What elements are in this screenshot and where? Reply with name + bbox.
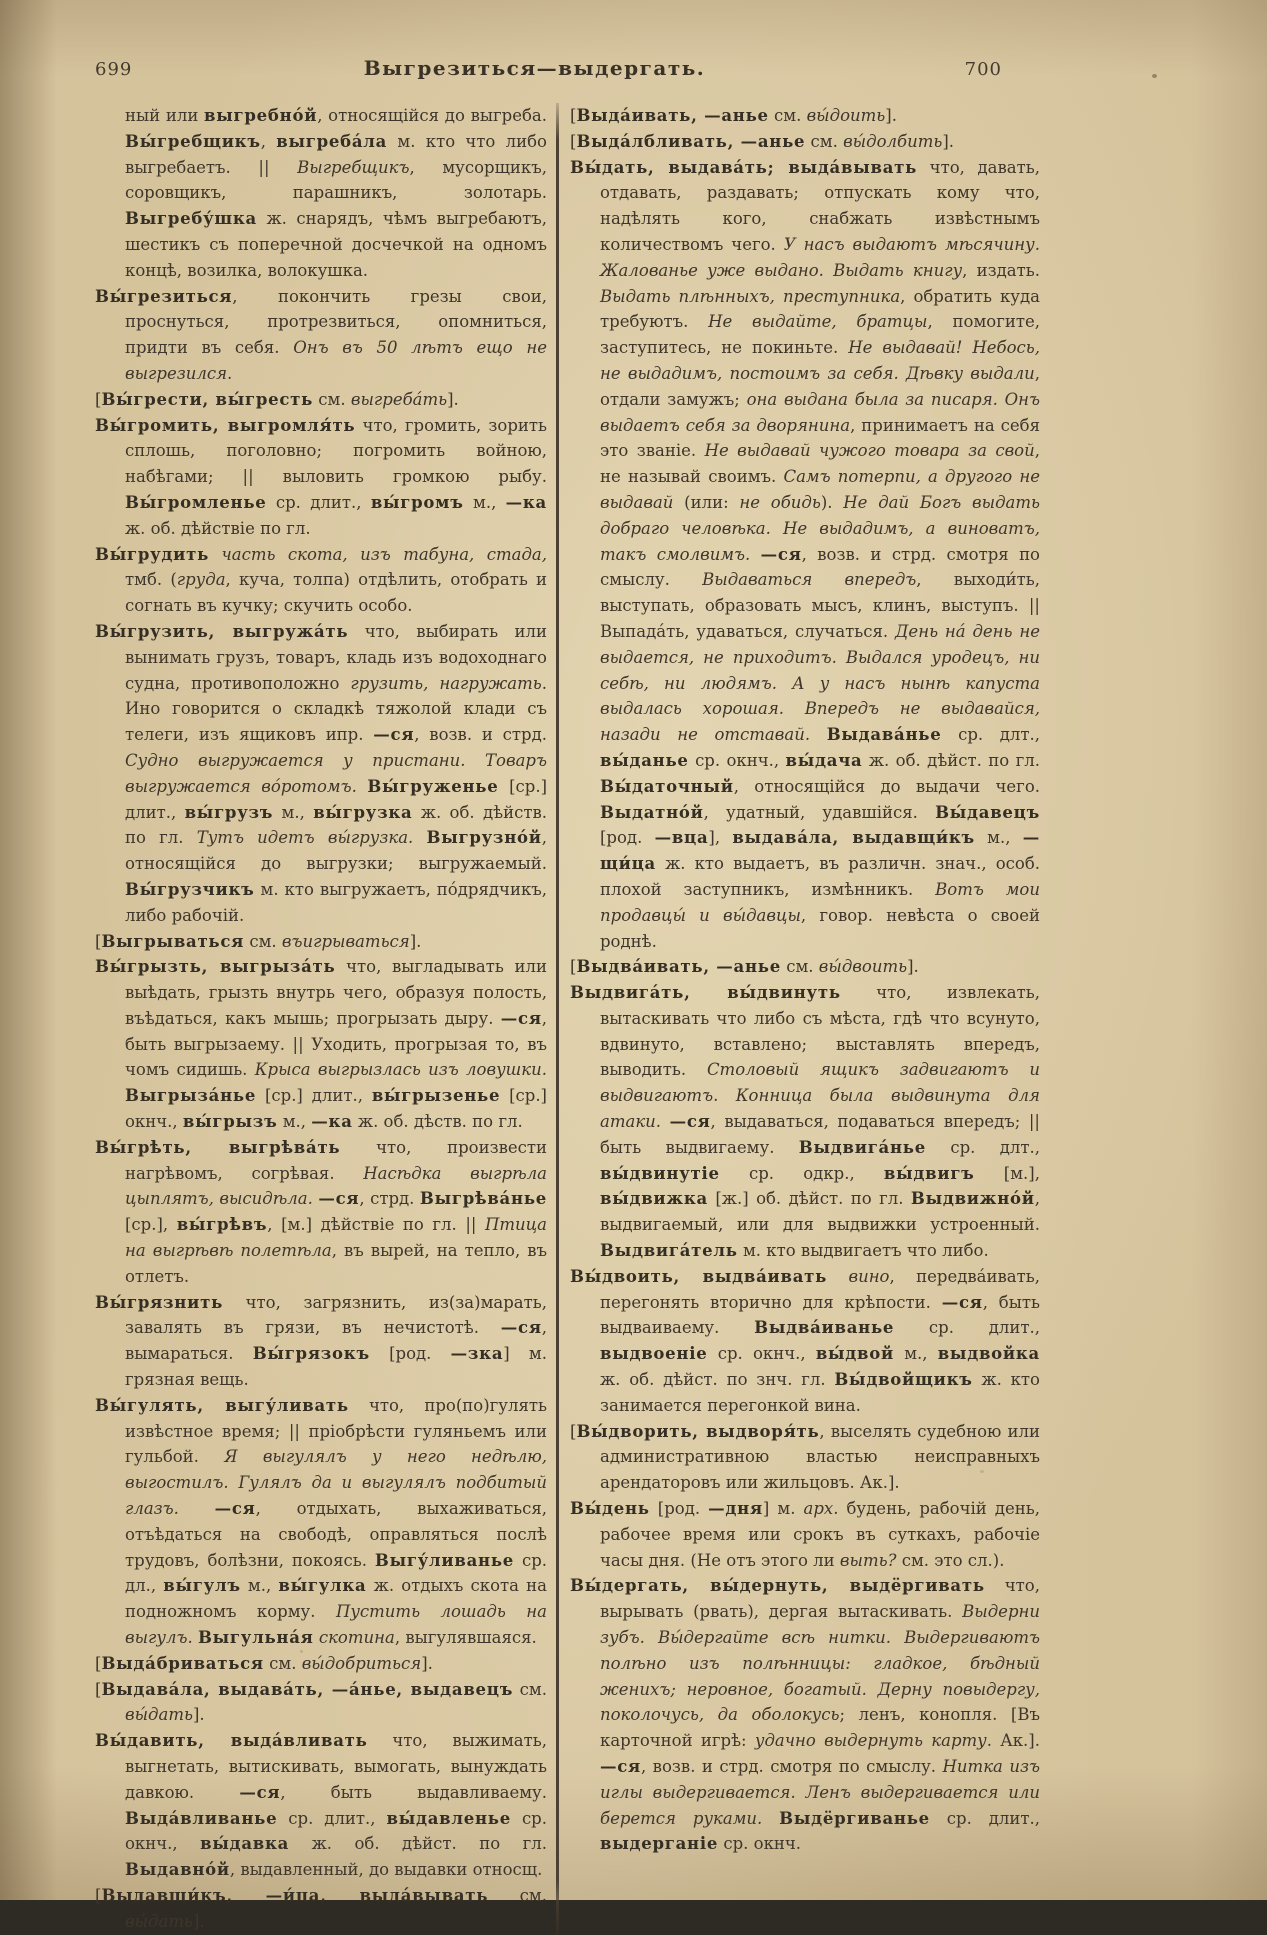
- entry-body-text: , выселять судебною или административною властью неисправныхъ арендаторовъ или жильцовъ. Ак.].: [600, 1421, 1040, 1493]
- entry-headword: Выдавáнье: [826, 725, 942, 745]
- entry-body-text: ж. об. дѣйст. по гл.: [862, 750, 1040, 770]
- entry-body-text: см.: [513, 1679, 547, 1699]
- entry-body-text: [: [95, 1885, 102, 1905]
- entry-headword: Вы́день: [570, 1499, 650, 1519]
- entry-headword: Выгульнáя: [197, 1628, 314, 1648]
- entry-headword: Вы́двоить, выдвáивать: [570, 1266, 828, 1286]
- entry-headword: вы́грѣвъ: [176, 1215, 268, 1235]
- entry-example-text: Тутъ идетъ вы́грузка.: [196, 828, 427, 848]
- entry-example-text: вы́долбить: [843, 131, 943, 151]
- entry-body-text: ж. об. дѣйст. по гл.: [289, 1834, 547, 1854]
- entry-body-text: что, давать, отдавать, раздавать; отпускать кому что, надѣлять кого, снабжать извѣстнымъ количествомъ чего.: [600, 157, 1041, 254]
- entry-body-text: , куча, толпа) отдѣлить, отобрать и согнать въ кучку; скучить особо.: [125, 570, 547, 616]
- entry-example-text: Самъ потерпи, а другого не выдавай: [600, 467, 1041, 512]
- entry-body-text: , возв. и стрд. смотря по смыслу.: [600, 544, 1040, 590]
- column-left: [95, 103, 547, 1935]
- entry-headword: Выдавнóй: [125, 1860, 230, 1880]
- entry-headword: Выдвижнóй: [910, 1189, 1035, 1209]
- entry-headword: —зка: [450, 1344, 504, 1364]
- entry-body-text: м.,: [893, 1344, 938, 1364]
- entry-headword: вы́двигъ: [883, 1163, 975, 1183]
- entry-headword: выгребнóй: [204, 106, 318, 125]
- entry-body-text: м. кто выдвигаетъ что либо.: [737, 1241, 989, 1261]
- entry-headword: вы́грызенье: [371, 1086, 501, 1106]
- entry-body-text: ,: [260, 131, 277, 151]
- ink-speck: [1152, 74, 1157, 78]
- dictionary-entry: [95, 103, 547, 284]
- entry-body-text: см.: [780, 957, 819, 977]
- entry-body-text: см.: [263, 1653, 302, 1673]
- entry-headword: выдавáла, выдавщи́къ: [732, 828, 975, 848]
- entry-body-text: , относящійся до выдачи чего.: [733, 776, 1040, 796]
- entry-example-text: Вотъ мои продавцы́ и вы́давцы: [600, 879, 1040, 925]
- entry-body-text: , покончить грезы свои, проснуться, протрезвиться, опомниться, придти въ себя.: [125, 286, 547, 358]
- entry-headword: Вы́грызть, выгрызáть: [95, 957, 336, 977]
- dictionary-entry: [570, 103, 1040, 129]
- entry-example-text: вы́дать: [125, 1911, 193, 1931]
- running-title: Выгрезиться—выдергать.: [363, 56, 706, 80]
- entry-headword: —ка: [505, 492, 547, 512]
- entry-body-text: [ж.] об. дѣйст. по гл.: [707, 1189, 911, 1209]
- entry-body-text: [м.],: [974, 1163, 1040, 1183]
- dictionary-entry: [570, 1419, 1040, 1496]
- entry-body-text: ср. длит.,: [277, 1808, 387, 1828]
- entry-body-text: [: [95, 389, 102, 409]
- entry-headword: Выдатнóй: [600, 802, 704, 822]
- entry-example-text: вы́двоить: [818, 957, 908, 977]
- dictionary-entry: [95, 1677, 547, 1729]
- entry-example-text: часть скота, изъ табуна, стада,: [209, 544, 547, 564]
- entry-body-text: , отдали замужъ;: [600, 363, 1040, 409]
- entry-body-text: , помогите, заступитесь, не покиньте.: [600, 312, 1040, 358]
- entry-body-text: см.: [313, 389, 351, 409]
- entry-body-text: ж. об. дѣйствіе по гл.: [125, 518, 311, 538]
- entry-headword: выдерганіе: [600, 1834, 719, 1854]
- entry-body-text: , относящійся до выгреба.: [317, 106, 547, 125]
- entry-headword: Вы́грузить, выгружáть: [95, 621, 349, 641]
- entry-headword: вы́данье: [600, 750, 689, 770]
- entry-headword: вы́гулъ: [163, 1576, 241, 1596]
- dictionary-entry: [570, 980, 1040, 1264]
- page-header: [95, 56, 1040, 80]
- entry-body-text: м.,: [273, 802, 314, 822]
- entry-body-text: , передвáивать, перегонять вторично для крѣпости.: [600, 1266, 1040, 1312]
- column-right: [570, 103, 1040, 1935]
- entry-headword: —ся: [941, 1292, 983, 1312]
- entry-headword: —ся: [669, 1112, 711, 1132]
- entry-example-text: Я выгулялъ у него недѣлю, выгостилъ. Гулялъ да и выгулялъ подбитый глазъ.: [125, 1447, 547, 1519]
- entry-headword: Вы́даточный: [600, 776, 734, 796]
- entry-headword: Вы́грязокъ: [252, 1344, 370, 1364]
- entry-headword: Вы́грѣть, выгрѣвáть: [95, 1137, 341, 1157]
- entry-body-text: ].: [421, 1653, 433, 1673]
- entry-headword: Выдáивать, —анье: [576, 106, 769, 125]
- entry-headword: —ся: [373, 725, 415, 745]
- entry-example-text: Не выдавай чужого товара за свой: [704, 441, 1035, 461]
- entry-body-text: , удатный, удавшійся.: [703, 802, 936, 822]
- entry-headword: —ся: [600, 1757, 641, 1776]
- entry-body-text: , издать.: [962, 260, 1040, 280]
- entry-body-text: [ср.] окнч.,: [125, 1086, 547, 1132]
- entry-body-text: ж. отдыхъ скота на подножномъ корму.: [125, 1576, 547, 1622]
- entry-headword: вы́двинутіе: [600, 1163, 720, 1183]
- entry-headword: —вца: [654, 828, 709, 848]
- entry-example-text: Не выдавай! Небось, не выдадимъ, постоимъ за себя. Дѣвку выдали: [600, 338, 1040, 383]
- entry-body-text: [: [95, 931, 102, 951]
- entry-headword: вы́движка: [600, 1189, 708, 1209]
- entry-body-text: см.: [768, 106, 807, 125]
- entry-example-text: Не выдайте, братцы: [708, 312, 928, 332]
- entry-headword: вы́двой: [815, 1344, 894, 1364]
- entry-body-text: ] м. грязная вещь.: [125, 1344, 548, 1390]
- entry-body-text: [род.: [369, 1344, 451, 1364]
- column-divider: [556, 103, 559, 1935]
- dictionary-entry: [95, 929, 547, 955]
- entry-body-text: , выгулявшаяся.: [394, 1628, 537, 1648]
- entry-body-text: , быть выдваиваему.: [600, 1292, 1040, 1338]
- entry-body-text: , выдвигаемый, или для выдвижки устроенный.: [600, 1189, 1040, 1235]
- entry-body-text: что, выгладывать или выѣдать, грызть внутрь чего, образуя полость, въѣдаться, какъ мышь; прогрызать дыру.: [125, 957, 548, 1028]
- dictionary-entry: [95, 619, 547, 929]
- entry-body-text: [ср.],: [125, 1215, 177, 1235]
- entry-headword: Выдвигáнье: [798, 1137, 926, 1157]
- dictionary-entry: [570, 1573, 1040, 1857]
- entry-headword: вы́давленье: [386, 1808, 511, 1828]
- entry-body-text: ].: [885, 106, 897, 125]
- entry-headword: —щи́ца: [600, 828, 1040, 874]
- entry-body-text: , выдаваться, подаваться впередъ; || быть выдвигаему.: [600, 1112, 1040, 1157]
- entry-headword: Вы́давецъ: [935, 802, 1040, 822]
- entry-body-text: [: [570, 131, 577, 151]
- entry-headword: вы́громъ: [370, 492, 464, 512]
- entry-body-text: , стрд.: [359, 1189, 420, 1209]
- entry-example-text: Нитка изъ иглы выдергивается. Ленъ выдергивается или берется руками.: [600, 1757, 1040, 1828]
- dictionary-entry: [95, 1728, 547, 1883]
- entry-body-text: что, громить, зорить сплошь, поголовно; погромить войною, набѣгами; || выловить громкою рыбу.: [125, 415, 547, 487]
- entry-body-text: , обратить куда требуютъ.: [600, 286, 1040, 332]
- entry-example-text: вы́дать: [125, 1705, 193, 1725]
- entry-body-text: [: [570, 1421, 577, 1441]
- entry-body-text: что, загрязнить, из(за)марать, завалять въ грязи, въ нечистотѣ.: [125, 1292, 547, 1338]
- entry-body-text: м. кто выгружаетъ, пóдрядчикъ, либо рабочій.: [125, 879, 547, 925]
- entry-body-text: , мусорщикъ, соровщикъ, парашникъ, золотарь.: [125, 157, 547, 203]
- entry-body-text: , выходи́ть, выступать, образовать мысъ, клинъ, выступъ. || Выпадáть, удаваться, случаться.: [600, 570, 1040, 641]
- entry-body-text: , говор. невѣста о своей роднѣ.: [600, 905, 1040, 951]
- entry-headword: Вы́гулять, выгу́ливать: [95, 1395, 349, 1415]
- entry-body-text: что, извлекать, вытаскивать что либо съ мѣста, гдѣ что всунуто, вдвинуто, вставлено; выставлять впередъ, выводить.: [600, 983, 1040, 1080]
- entry-body-text: будень, рабочій день, рабочее время или срокъ въ суткахъ, рабочіе часы дня. (Не отъ этого ли: [600, 1499, 1040, 1570]
- entry-body-text: что, выбирать или вынимать грузъ, товаръ, кладь изъ водоходнаго судна, противоположно: [125, 621, 547, 693]
- entry-headword: выдвоеніе: [600, 1344, 708, 1364]
- entry-body-text: [род.: [649, 1499, 709, 1519]
- entry-headword: Вы́двойщикъ: [834, 1370, 973, 1390]
- entry-example-text: груда: [176, 570, 226, 590]
- entry-body-text: [: [570, 106, 577, 125]
- entry-body-text: , быть выгрызаему. || Уходить, прогрызая то, въ чомъ сидишь.: [125, 1008, 547, 1080]
- entry-example-text: Выдаваться впередъ: [702, 570, 917, 590]
- entry-example-text: грузить, нагружать: [350, 673, 542, 693]
- entry-headword: —ся: [214, 1499, 256, 1519]
- entry-body-text: . Ак.].: [986, 1731, 1040, 1751]
- entry-headword: Вы́громленье: [125, 492, 267, 512]
- dictionary-entry: [570, 1264, 1040, 1419]
- entry-body-text: , не называй своимъ.: [600, 441, 1040, 487]
- entry-headword: Вы́дворить, выдворя́ть: [576, 1421, 820, 1441]
- entry-headword: вы́грызъ: [182, 1112, 278, 1132]
- entry-body-text: м.,: [240, 1576, 279, 1596]
- entry-headword: Выгу́ливанье: [374, 1550, 515, 1570]
- entry-example-text: она выдана была за писаря. Онъ выдаетъ себя за дворянина: [600, 389, 1040, 435]
- entry-example-text: въигрываться: [281, 931, 410, 951]
- entry-body-text: м.,: [277, 1112, 312, 1132]
- entry-body-text: , вымараться.: [125, 1318, 547, 1364]
- entry-example-text: Пустить лошадь на выгулъ.: [125, 1602, 547, 1648]
- entry-body-text: [род.: [600, 828, 655, 848]
- entry-headword: Вы́грязнить: [95, 1292, 224, 1312]
- entry-body-text: см. это сл.).: [896, 1550, 1005, 1570]
- entry-body-text: ср. длит.,: [929, 1808, 1041, 1828]
- entry-body-text: [: [95, 1653, 102, 1673]
- entry-body-text: ],: [708, 828, 733, 848]
- entry-body-text: ср. длт.,: [941, 725, 1040, 745]
- text-columns: [95, 103, 1043, 1935]
- entry-example-text: не обидь: [739, 492, 821, 512]
- entry-example-text: Столовый ящикъ задвигаютъ и выдвигаютъ. Конница была выдвинута для атаки.: [600, 1060, 1040, 1132]
- entry-headword: Вы́грузчикъ: [125, 879, 255, 899]
- entry-example-text: вино: [827, 1266, 890, 1286]
- entry-example-text: вы́добриться: [301, 1653, 422, 1673]
- entry-body-text: см.: [488, 1885, 547, 1905]
- entry-headword: Выгрѣвáнье: [419, 1189, 547, 1209]
- entry-headword: Выдвáиванье: [754, 1318, 895, 1338]
- entry-body-text: ж. об. дѣйст. по знч. гл.: [600, 1370, 835, 1390]
- entry-body-text: ж. кто выдаетъ, въ различн. знач., особ. плохой заступникъ, измѣнникъ.: [600, 854, 1040, 899]
- entry-example-text: Крыса выгрызлась изъ ловушки.: [254, 1060, 547, 1080]
- entry-example-text: День нá день не выдается, не приходитъ. Выдался уродецъ, ни себѣ, ни людямъ. А у насъ нынѣ капуста выдалась хорошая. Впередъ не выдавайся, назади не отставай.: [600, 621, 1040, 745]
- entry-headword: вы́грузка: [313, 802, 413, 822]
- entry-body-text: тмб. (: [125, 570, 177, 590]
- entry-body-text: ].: [942, 131, 955, 151]
- dictionary-entry: [95, 1290, 547, 1393]
- dictionary-entry: [95, 1135, 547, 1290]
- entry-headword: —ся: [318, 1189, 360, 1209]
- dictionary-entry: [95, 284, 547, 387]
- entry-headword: —дня: [708, 1499, 763, 1519]
- entry-body-text: ср. окнч.: [718, 1834, 802, 1854]
- entry-body-text: , [м.] дѣйствіе по гл. ||: [267, 1215, 485, 1235]
- entry-body-text: (или:: [673, 492, 740, 512]
- entry-body-text: ный или: [125, 106, 205, 125]
- entry-body-text: ж. снарядъ, чѣмъ выгребаютъ, шестикъ съ поперечной досчечкой на одномъ концѣ, возилка, волокушка.: [125, 209, 547, 280]
- entry-body-text: ср. окнч.,: [125, 1808, 547, 1854]
- entry-example-text: Птица на выгрѣвѣ полетѣла: [125, 1215, 547, 1261]
- entry-body-text: м.,: [463, 492, 506, 512]
- entry-body-text: ср. длит.,: [894, 1318, 1040, 1338]
- entry-headword: —ся: [500, 1008, 542, 1028]
- entry-headword: Вы́груженье: [367, 776, 499, 796]
- entry-example-text: Выгребщикъ: [297, 157, 410, 177]
- entry-headword: Вы́дергать, вы́дернуть, выдёргивать: [570, 1576, 985, 1596]
- entry-body-text: [: [570, 957, 577, 977]
- entry-headword: Выдáвливанье: [125, 1808, 278, 1828]
- dictionary-entry: [95, 1883, 547, 1935]
- entry-body-text: что, произвести нагрѣвомъ, согрѣвая.: [125, 1137, 547, 1183]
- entry-example-text: Выдерни зубъ. Вы́дергайте всѣ нитки. Выдергиваютъ полѣно изъ полѣнницы: гладкое, бѣдный женихъ; неровное, богатый. Дерну повыдергу, поколочусь, да оболокусь: [600, 1602, 1040, 1725]
- entry-body-text: ж. об. дѣйств. по гл.: [125, 802, 547, 848]
- entry-body-text: [ср.] длит.,: [256, 1086, 372, 1106]
- entry-headword: вы́гулка: [278, 1576, 367, 1596]
- entry-headword: вы́грузъ: [184, 802, 274, 822]
- entry-body-text: , принимаетъ на себя это званіе.: [600, 415, 1040, 461]
- entry-body-text: ].: [409, 931, 422, 951]
- entry-body-text: см.: [244, 931, 282, 951]
- entry-headword: Вы́грести, вы́гресть: [101, 389, 314, 409]
- entry-example-text: удачно выдернуть карту: [754, 1731, 987, 1751]
- entry-example-text: Не дай Богъ выдать добраго человѣка. Не выдадимъ, а виноватъ, такъ смолвимъ.: [600, 492, 1040, 564]
- entry-headword: Выгрузнóй: [426, 828, 542, 848]
- entry-body-text: , относящійся до выгрузки; выгружаемый.: [125, 828, 547, 874]
- entry-body-text: ж. кто занимается перегонкой вина.: [600, 1370, 1040, 1415]
- entry-body-text: ] м.: [762, 1499, 804, 1519]
- entry-body-text: [: [95, 1679, 102, 1699]
- entry-body-text: ж. об. дѣств. по гл.: [352, 1112, 523, 1132]
- entry-body-text: см.: [805, 131, 844, 151]
- entry-headword: выгребáла: [276, 131, 388, 151]
- entry-example-text: Насѣдка выгрѣла цыплятъ, высидѣла.: [125, 1163, 547, 1209]
- dictionary-entry: [95, 413, 547, 542]
- entry-headword: Выдвигáтель: [600, 1241, 738, 1261]
- entry-body-text: ср. одкр.,: [719, 1163, 884, 1183]
- entry-headword: —ся: [500, 1318, 542, 1338]
- dictionary-entry: [570, 129, 1040, 155]
- entry-body-text: , выдавленный, до выдавки относщ.: [229, 1860, 543, 1880]
- entry-body-text: ].: [192, 1911, 205, 1931]
- entry-body-text: м. кто что либо выгребаетъ. ||: [125, 131, 547, 177]
- entry-body-text: [ср.] длит.,: [125, 776, 548, 822]
- entry-example-text: выгребáть: [350, 389, 448, 409]
- dictionary-entry: [95, 954, 547, 1135]
- entry-body-text: , возв. и стрд. смотря по смыслу.: [640, 1757, 943, 1776]
- entry-body-text: ср. дл.,: [125, 1550, 547, 1596]
- entry-headword: Выгрызáнье: [125, 1086, 257, 1106]
- dictionary-entry: [570, 954, 1040, 980]
- entry-body-text: что, про(по)гулять извѣстное время; || пріобрѣсти гуляньемъ или гульбой.: [125, 1395, 547, 1467]
- entry-body-text: ).: [820, 492, 844, 512]
- entry-example-text: вы́доить: [806, 106, 886, 125]
- entry-example-text: Судно выгружается у пристани. Товаръ выгружается вóротомъ.: [125, 750, 547, 796]
- dictionary-entry: [95, 1393, 547, 1651]
- entry-body-text: ср. длит.,: [266, 492, 371, 512]
- entry-headword: Вы́дать, выдавáть; выдáвывать: [570, 157, 918, 177]
- dictionary-entry: [95, 542, 547, 619]
- entry-headword: вы́дача: [785, 750, 863, 770]
- entry-body-text: ; ленъ, конопля. [Въ карточной игрѣ:: [600, 1705, 1040, 1751]
- entry-body-text: ].: [447, 389, 459, 409]
- entry-example-text: скотина: [313, 1628, 395, 1648]
- entry-body-text: что, выжимать, выгнетать, вытискивать, вымогать, вынуждать давкою.: [125, 1731, 547, 1802]
- entry-body-text: , быть выдавливаему.: [280, 1782, 547, 1802]
- page-number-right: 700: [964, 59, 1002, 80]
- entry-headword: Вы́давить, выдáвливать: [95, 1731, 368, 1751]
- entry-headword: вы́давка: [200, 1834, 290, 1854]
- entry-headword: Выгребу́шка: [125, 209, 257, 229]
- entry-body-text: ].: [907, 957, 919, 977]
- entry-body-text: , возв. и стрд.: [414, 725, 547, 745]
- entry-headword: Выгрываться: [101, 931, 245, 951]
- page-number-left: 699: [95, 59, 133, 80]
- entry-example-text: Онъ въ 50 лѣтъ ещо не выгрезился.: [125, 338, 547, 383]
- entry-headword: Выдвáивать, —анье: [576, 957, 781, 977]
- dictionary-entry: [570, 1496, 1040, 1573]
- entry-body-text: м.,: [974, 828, 1023, 848]
- entry-headword: Вы́громить, выгромля́ть: [95, 415, 356, 435]
- dictionary-entry: [95, 387, 547, 413]
- entry-body-text: ср. окнч.,: [688, 750, 786, 770]
- entry-headword: Выдавщи́къ, —и́ца, выдáвывать: [101, 1885, 489, 1905]
- entry-headword: Выдавáла, выдавáть, —áнье, выдавецъ: [101, 1679, 514, 1699]
- entry-body-text: ср. окнч.,: [707, 1344, 816, 1364]
- dictionary-entry: [570, 155, 1040, 955]
- entry-headword: выдвойка: [937, 1344, 1040, 1364]
- entry-example-text: У насъ выдаютъ мѣсячину. Жалованье уже выдано. Выдать книгу: [600, 234, 1040, 280]
- entry-body-text: что, вырывать (рвать), дергая вытаскивать.: [600, 1576, 1040, 1622]
- entry-body-text: ср. длт.,: [925, 1137, 1040, 1157]
- dictionary-entry: [95, 1651, 547, 1677]
- entry-body-text: , отдыхать, выхаживаться, отъѣдаться на свободѣ, оправляться послѣ трудовъ, болѣзни, покоясь.: [125, 1499, 547, 1570]
- entry-example-text: арх.: [803, 1499, 839, 1519]
- entry-headword: —ся: [760, 544, 802, 564]
- entry-headword: Вы́гребщикъ: [125, 131, 261, 151]
- entry-headword: —ка: [311, 1112, 353, 1132]
- entry-headword: Вы́грудить: [95, 544, 210, 564]
- entry-body-text: . Ино говорится о складкѣ тяжолой клади съ телеги, изъ ящиковъ ипр.: [125, 673, 547, 745]
- entry-headword: —ся: [239, 1782, 281, 1802]
- entry-body-text: , въ вырей, на тепло, въ отлетъ.: [125, 1241, 547, 1286]
- entry-headword: Выдёргиванье: [779, 1808, 930, 1828]
- entry-headword: Вы́грезиться: [95, 286, 233, 306]
- entry-headword: Выдáлбливать, —анье: [576, 131, 806, 151]
- entry-headword: Выдвигáть, вы́двинуть: [570, 983, 841, 1003]
- entry-headword: Выдáбриваться: [101, 1653, 264, 1673]
- entry-example-text: выть?: [839, 1550, 897, 1570]
- entry-example-text: Выдать плѣнныхъ, преступника: [600, 286, 901, 306]
- entry-body-text: ].: [192, 1705, 205, 1725]
